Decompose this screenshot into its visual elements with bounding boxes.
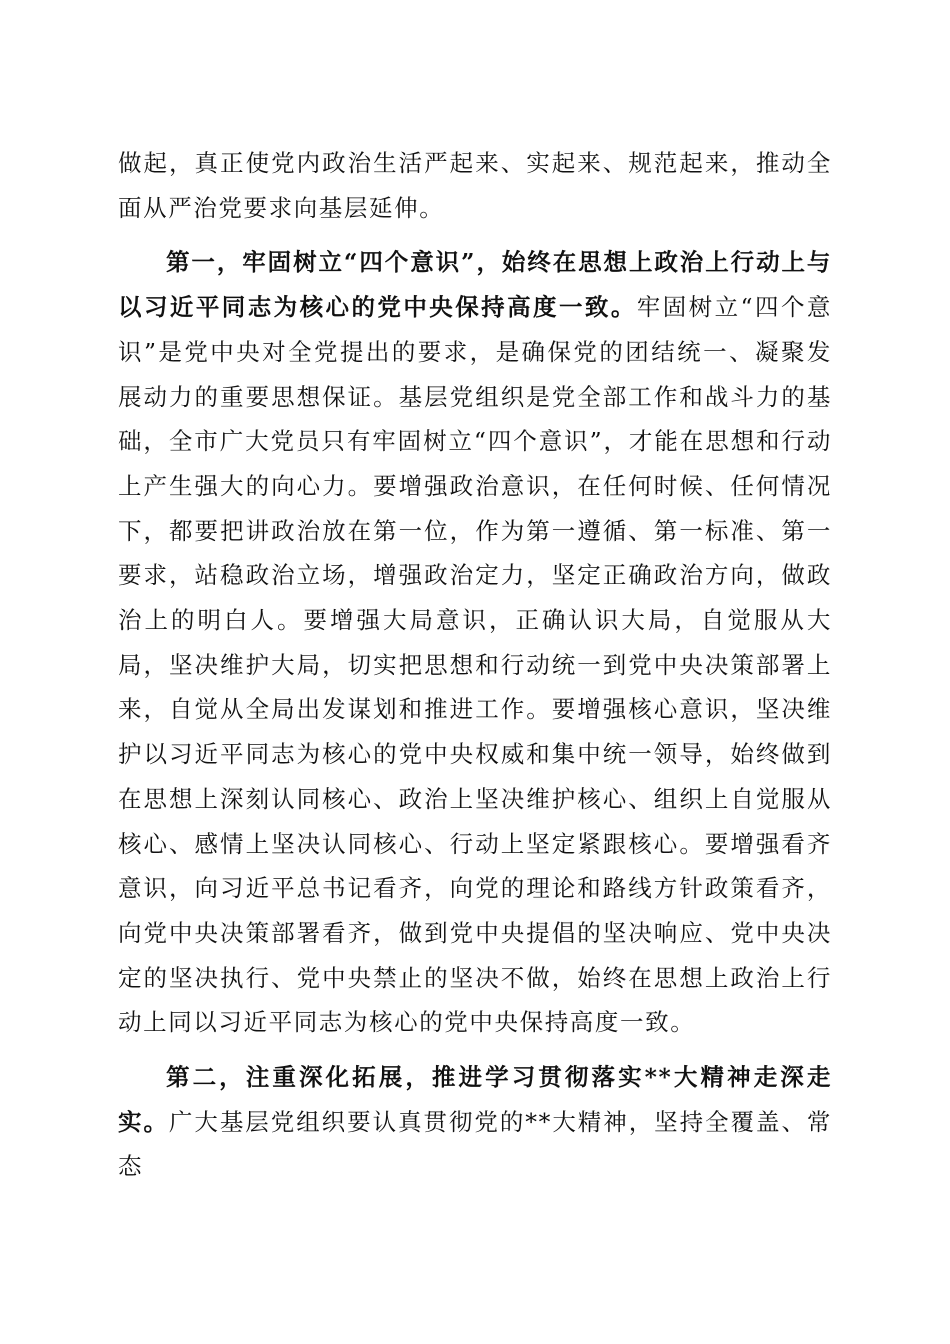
paragraph-3-body: 广大基层党组织要认真贯彻党的**大精神，坚持全覆盖、常态 xyxy=(118,1107,833,1181)
paragraph-spacer xyxy=(118,1045,832,1055)
paragraph-3-heading: 第二，注重深化拓展，推进学习贯彻落实**大精神走深走实。 xyxy=(118,1063,832,1136)
document-body xyxy=(118,141,832,1189)
paragraph-spacer xyxy=(118,230,832,240)
paragraph-2-heading: 第一，牢固树立“四个意识”，始终在思想上政治上行动上与以习近平同志为核心的党中央保持高度一致。 xyxy=(118,248,832,322)
paragraph-2-body: 牢固树立“四个意识”是党中央对全党提出的要求，是确保党的团结统一、凝聚发展动力的重要思想保证。基层党组织是党全部工作和战斗力的基础，全市广大党员只有牢固树立“四个意识”，才能在思想和行动上产生强大的向心力。要增强政治意识，在任何时候、任何情况下，都要把讲政治放在第一位，作为第一遵循、第一标准、第一要求，站稳政治立场，增强政治定力，坚定正确政治方向，做政治上的明白人。要增强大局意识，正确认识大局，自觉服从大局，坚决维护大局，切实把思想和行动统一到党中央决策部署上来，自觉从全局出发谋划和推进工作。要增强核心意识，坚决维护以习近平同志为核心的党中央权威和集中统一领导，始终做到在思想上深刻认同核心、政治上坚决维护核心、组织上自觉服从核心、感情上坚决认同核心、行动上坚定紧跟核心。要增强看齐意识，向习近平总书记看齐，向党的理论和路线方针政策看齐，向党中央决策部署看齐，做到党中央提倡的坚决响应、党中央决定的坚决执行、党中央禁止的坚决不做，始终在思想上政治上行动上同以习近平同志为核心的党中央保持高度一致。 xyxy=(118,293,832,1037)
paragraph-1: 做起，真正使党内政治生活严起来、实起来、规范起来，推动全面从严治党要求向基层延伸。 xyxy=(118,149,832,222)
paragraph-2 xyxy=(118,240,832,1045)
paragraph-3 xyxy=(118,1055,832,1189)
